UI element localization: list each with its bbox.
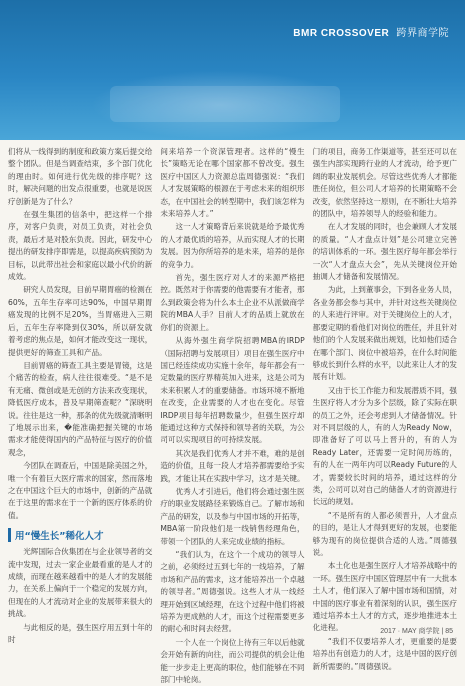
paragraph: 光辉国际合伙集团在与企业领导者的交流中发现，过去一家企业最看重的是人才的成绩，而现在越来越看中的是人才的发展能力，在关系上偏向于一个稳定的发展方向，但现在的人才流动对企业的发展带来很大的挑战。 [8,547,153,619]
paragraph: 本土化也是强生医疗人才培养战略中的一环。强生医疗中国区管理层中有一大批本土人才，他们深入了解中国市场和国情，对中国的医疗事业有着深刻的认识，强生医疗通过培养本土人才的方式，逐步地推进本土化进程。 [312,561,457,633]
paragraph: 今团队在调查后，中国是除美国之外，唯一个有着巨大医疗需求的国家，然而落地之在中国这个巨大的市场中，创新的产品就在于这里的需求在于一个新的医疗体系的价值。 [8,461,153,520]
text-column-1 [8,146,153,645]
paragraph: 为此，上到董事会，下到各业务人员，各业务都会参与其中，并针对这些关键岗位的人来进行评审。对于关键岗位上的人才，都要定期的看他们对岗位的胜任，并且针对他们的个人发展来做出规划，比如他们适合在哪个部门、岗位中被培养，在什么时间能够成长到什么样的水平，以此来让人才的发展有计划。 [312,285,457,382]
paragraph: 这一人才策略背后来说就是给予最优秀的人才最优质的培养，从而实现人才的长期发展。因为你所培养的是未来，培养的是你的竞争力。 [160,222,305,269]
paragraph: 首先，强生医疗对人才的来源严格把控。既然对于你需要的他需要有才能者，那么到政策会将为什么本土企业不从派做商学院的MBA人手？目前人才的品质上就放在你们的资源上。 [160,273,305,332]
paragraph: 与此相反的是，强生医疗用五到十年的时 [8,622,153,645]
paragraph: “不是所有的人都必须晋升，人才盘点的目的，是让人才得到更好的发展，也要能够为现有的岗位提供合适的人选。”周德强说。 [312,510,457,557]
paragraph: 们将从一线得到的制度和政策方案后提交给整个团队。但是当调查结束，多个部门优化的理由时。如何进行优先级的排序呢？这时，解决问题的出发点很重要，也就是说医疗创新是为了什么？ [8,147,153,206]
page-footer: 2017 · MAY 商学院 | 85 [380,628,453,635]
paragraph: 研究人员发现，目前早期胃癌的检测在60%，五年生存率可达90%，中国早期胃癌发现的比例不足20%，当胃癌进入三期后，五年生存率降到仅30%，所以研发就着考虑的焦点是，如何才能改变这一现状，提供更好的筛查工具和产品。 [8,285,153,357]
text-column-2 [160,146,305,685]
paragraph: 又由于长工作能力和发展潜质不同，强生医疗将人才分为多个层级，除了实际在职的员工之外，还会考虑到人才储备情况。针对不同层级的人，有的人为Ready Now，即准备好了可以马上晋升的，有的人为Ready Later，还需要一定时间历练的，有的人在一两年内可以Ready Future的人才，需要较长时间的培养，通过这样的分类，公司可以对自己的储备人才的资源进行长远的规划。 [312,385,457,507]
paragraph: 从海外强生商学院招聘MBA的IRDP（国际招聘与发展项目）项目在强生医疗中国已经连续成功实施十余年，每年都会有一定数量的医疗界精英加入进来，这是公司为未来积累人才的重要储备。市场环境不断地在改变，企业需要的人才也在变化。尽管IRDP项目每年招聘数量少，但强生医疗却能通过这种方式保持和领导者的关联，为公司可以实现项目的可持续发展。 [160,336,305,445]
paragraph: 其次是我们优秀人才并不难，难的是创造的价值，且每一段人才培养都需要给予实践，才能让其在实践中学习，这才是关键。 [160,448,305,483]
paragraph: 在人才发展的同时，也会兼顾人才发展的质量。“人才盘点计划”是公司建立完善的培训体系的一环。强生医疗每年都会举行一次“人才盘点大会”，先从关键岗位开始抽调人才储备和发展情况。 [312,222,457,282]
section-label-cn: 跨界商学院 [396,28,449,39]
section-label-en: BMR CROSSOVER [293,28,390,39]
paragraph: 在强生集团的信条中，把这样一个排序，对客户负责，对员工负责，对社会负责，最后才是对股东负责。因此，研发中心提出的研发排序即需是，以提高疾病预防为目标，以此带出社会和家庭以最小代价的新成效。 [8,210,153,282]
paragraph: 一个人在一个岗位上待有三年以后他就会开始有新的向往，而公司提供的机会让他能一步步走上更高的职位，他们能够在不同部门中轮岗。 [160,637,305,685]
paragraph: 目前胃癌的筛查工具主要是胃镜，这是个痛苦的检查，病人往往很难受。“是不是有无痛、微创或是无创的方法来改变现状，降低医疗成本，普及早期筛查呢？”深晓明说。往往是这一种，那条的优先级就清晰明了地展示出来，�能准确把握关键的市场需求才能使得国内的产品特征与医疗的价值观念， [8,360,153,457]
paragraph: 优秀人才引进后，他们将会通过强生医疗的职业发展路径来锻炼自己。了解市场和产品的研发，以及参与中国市场的开拓等，MBA第一阶段他们是一线销售经理角色，带领一个团队的人来完成业绩的指标。 [160,486,305,546]
paragraph: 门的项目，商务工作渠道等，甚至还可以在强生内部实现跨行业的人才流动，给予更广阔的职业发展机会。尽管这些优秀人才都能胜任岗位，但公司人才培养的长期策略不会改变，依然坚持这一原则，在不断壮大培养的团队中，培养领导人的经验和能力。 [312,147,457,219]
paragraph: “我们认为，在这个一个成功的领导人之前，必须经过五到七年的一线培养，了解市场和产品的需求，这才能培养出一个卓越的领导者。”周德强说。这些人才从一线经理开始到区域经理，在这个过程中他们将被培养为更成熟的人才，而这个过程需要更多的耐心和时间去经营。 [160,550,305,634]
section-label [293,24,449,39]
paragraph: 间来培养一个资深管理者。这样的“慢生长”策略无论在哪个国家都不曾改变。强生医疗中国区人力资源总监周德强说：“我们人才发展策略的根源在于考虑未来的组织形态，在中国社会的转型期中，我们该怎样为未来培养人才。” [160,147,305,219]
paragraph: “我们不仅要培养人才，更重要的是要培养出有创造力的人才，这是中国的医疗创新所需要的。”周德强说。 [312,636,457,671]
article-header-image [0,0,465,140]
section-heading: 用“慢生长”稀化人才 [8,528,152,542]
header-blurred-title [110,86,340,122]
